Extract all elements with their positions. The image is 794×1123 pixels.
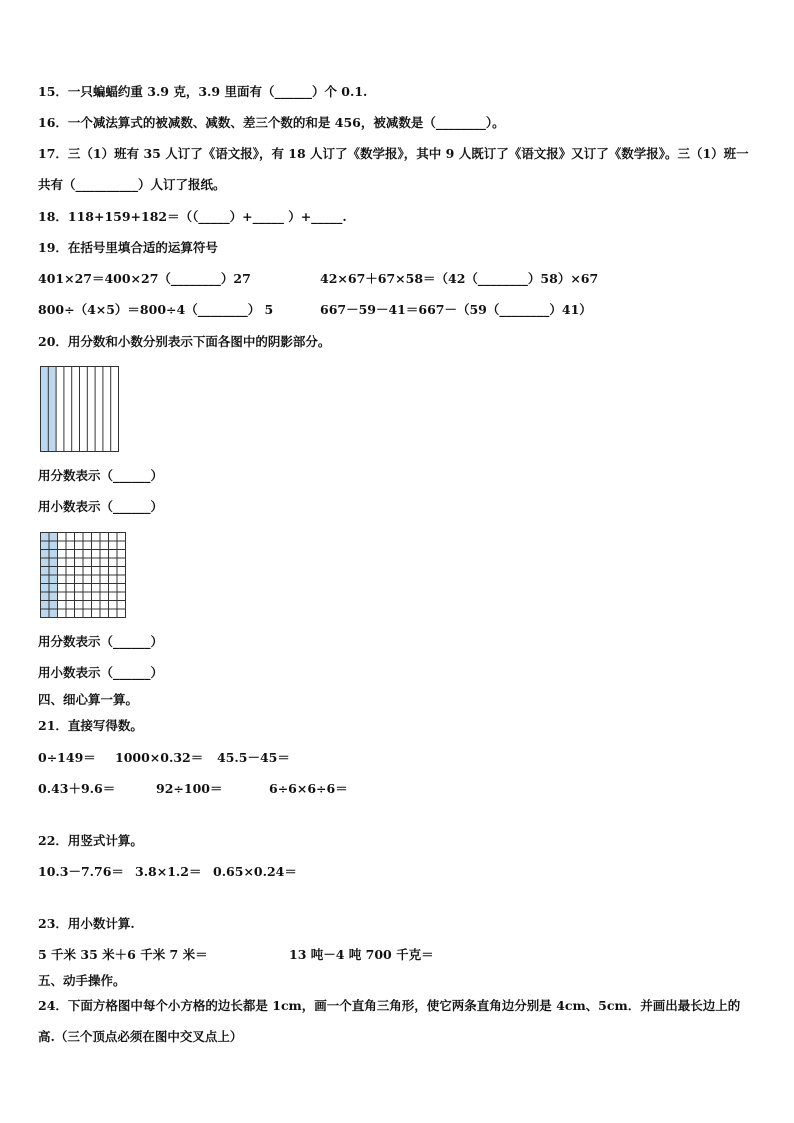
q19-row2-left: 800÷（4×5）＝800÷4（________） 5 xyxy=(38,302,274,317)
q21-item-c: 45.5－45＝ xyxy=(217,750,290,765)
grid-figure xyxy=(40,532,128,618)
strip-figure xyxy=(40,366,120,452)
question-24: 24．下面方格图中每个小方格的边长都是 1cm，画一个直角三角形，使它两条直角边分别是 4cm、5cm．并画出最长边上的高.（三个顶点必须在图中交叉点上） xyxy=(38,998,741,1044)
q19-row2-right: 667－59－41＝667－（59（________）41） xyxy=(320,302,592,317)
q20-fraction-2: 用分数表示（______） xyxy=(38,634,164,649)
q20-decimal-2: 用小数表示（______） xyxy=(38,665,164,680)
question-18: 18．118+159+182＝（（_____）+_____ ）+_____. xyxy=(38,209,347,224)
question-21-title: 21．直接写得数。 xyxy=(38,718,143,733)
q19-row1-left: 401×27＝400×27（________）27 xyxy=(38,271,251,286)
q21-item-a: 0÷149＝ xyxy=(38,750,96,765)
q19-row1-right: 42×67＋67×58＝（42（________）58）×67 xyxy=(320,271,599,286)
question-15: 15．一只蝙蝠约重 3.9 克，3.9 里面有（______）个 0.1. xyxy=(38,84,368,99)
question-16: 16．一个减法算式的被减数、减数、差三个数的和是 456，被减数是（________）。 xyxy=(38,115,505,130)
question-23-title: 23．用小数计算. xyxy=(38,916,135,931)
section-4-heading: 四、细心算一算。 xyxy=(38,692,139,707)
q21-item-d: 0.43＋9.6＝ xyxy=(38,781,116,796)
q23-item-b: 13 吨－4 吨 700 千克＝ xyxy=(289,947,434,962)
q20-fraction-1: 用分数表示（______） xyxy=(38,468,164,483)
q22-item-c: 0.65×0.24＝ xyxy=(213,864,297,879)
q21-item-e: 92÷100＝ xyxy=(156,781,223,796)
q20-decimal-1: 用小数表示（______） xyxy=(38,499,164,514)
question-20-title: 20．用分数和小数分别表示下面各图中的阴影部分。 xyxy=(38,334,331,349)
q23-item-a: 5 千米 35 米＋6 千米 7 米＝ xyxy=(38,947,208,962)
question-17: 17．三（1）班有 35 人订了《语文报》，有 18 人订了《数学报》，其中 9 人既订了《语文报》又订了《数学报》。三（1）班一共有（__________）人订了报纸。 xyxy=(38,146,749,192)
section-5-heading: 五、动手操作。 xyxy=(38,973,126,988)
q22-item-b: 3.8×1.2＝ xyxy=(135,864,202,879)
q21-item-b: 1000×0.32＝ xyxy=(115,750,204,765)
q21-item-f: 6÷6×6÷6＝ xyxy=(269,781,348,796)
q22-item-a: 10.3－7.76＝ xyxy=(38,864,124,879)
question-19-title: 19．在括号里填合适的运算符号 xyxy=(38,240,218,255)
question-22-title: 22．用竖式计算。 xyxy=(38,833,143,848)
